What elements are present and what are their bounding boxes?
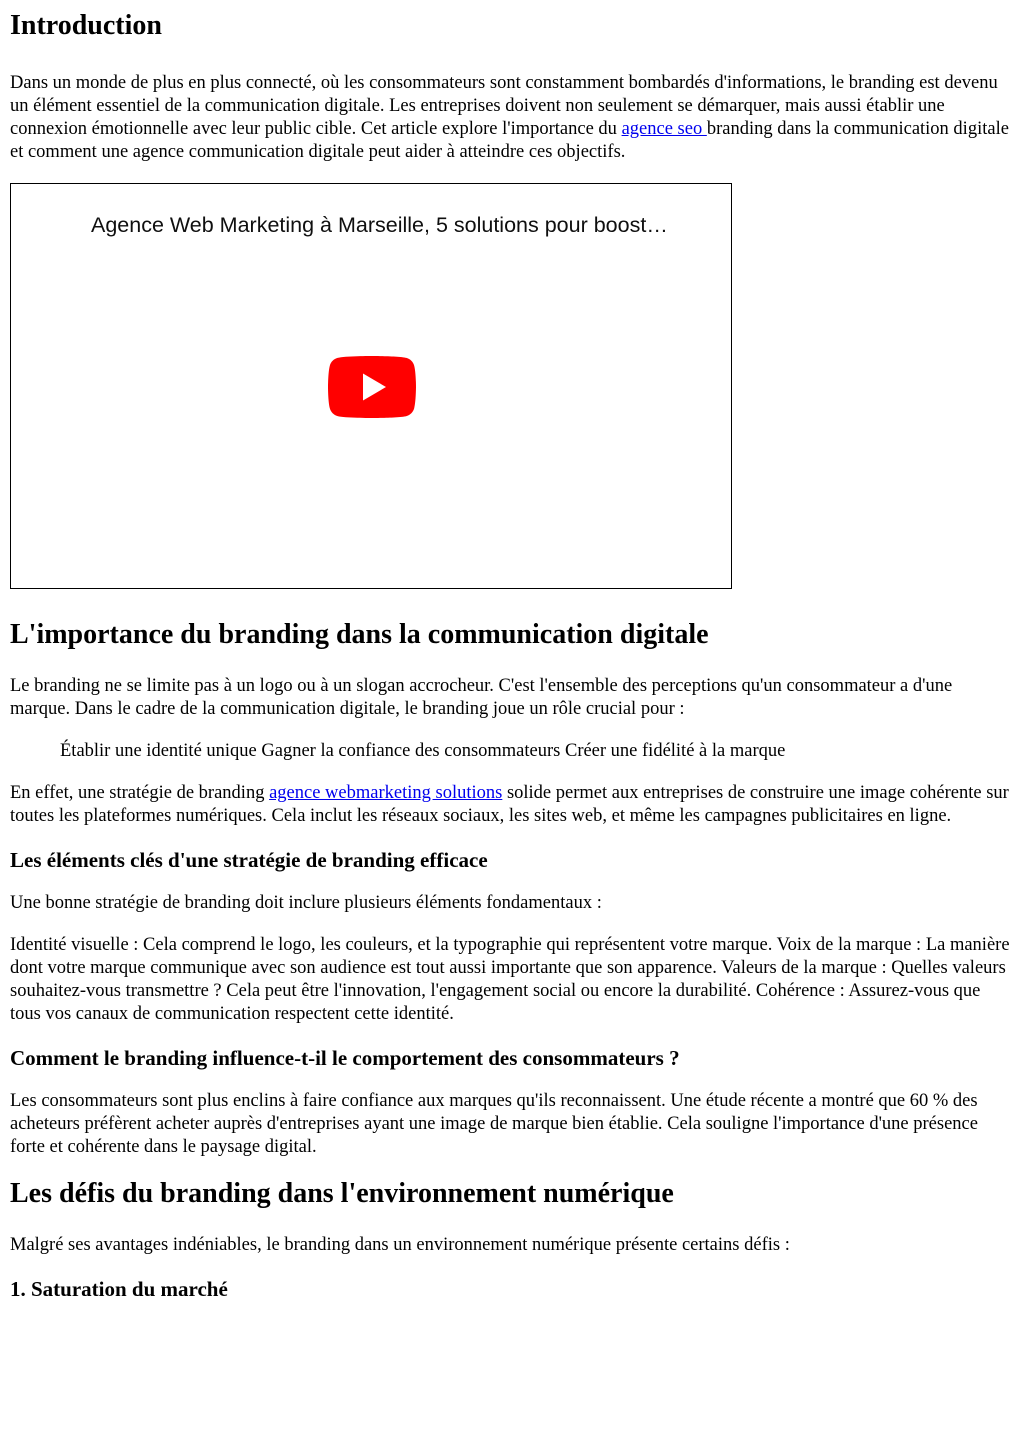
intro-paragraph: [10, 72, 1014, 164]
defis-subheading-1: 1. Saturation du marché: [10, 1277, 228, 1301]
agence-webmarketing-link[interactable]: agence webmarketing solutions: [269, 783, 503, 803]
importance-heading: L'importance du branding dans la communication digitale: [10, 619, 709, 650]
defis-paragraph: Malgré ses avantages indéniables, le branding dans un environnement numérique présente certains défis :: [10, 1235, 790, 1255]
defis-heading: Les défis du branding dans l'environnement numérique: [10, 1178, 674, 1209]
elements-paragraph-1: Une bonne stratégie de branding doit inclure plusieurs éléments fondamentaux :: [10, 893, 602, 913]
article: [0, 10, 1024, 1302]
importance-list-line: Établir une identité unique Gagner la confiance des consommateurs Créer une fidélité à la marque: [60, 741, 786, 761]
intro-text-before-link: Dans un monde de plus en plus connecté, où les consommateurs sont constamment bombardés d'informations, le branding est devenu un élément essentiel de la communication digitale. Les entreprises doivent non seulement se démarquer, mais aussi établir une connexion émotionnelle avec leur public cible. Cet article explore l'importance du: [10, 73, 998, 139]
influence-paragraph: Les consommateurs sont plus enclins à faire confiance aux marques qu'ils reconnaissent. Une étude récente a montré que 60 % des acheteurs préfèrent acheter auprès d'entreprises ayant une image de marque bien établie. Cela souligne l'importance d'une présence forte et cohérente dans le paysage digital.: [10, 1091, 978, 1157]
importance-text-after-link: solide permet aux entreprises de construire une image cohérente sur toutes les plateformes numériques. Cela inclut les réseaux sociaux, les sites web, et même les campagnes publicitaires en ligne.: [10, 783, 1009, 826]
intro-heading: Introduction: [10, 10, 162, 41]
agence-seo-link[interactable]: agence seo: [621, 119, 707, 139]
importance-paragraph-1: Le branding ne se limite pas à un logo ou à un slogan accrocheur. C'est l'ensemble des perceptions qu'un consommateur a d'une marque. Dans le cadre de la communication digitale, le branding joue un rôle crucial pour :: [10, 676, 953, 719]
video-title[interactable]: Agence Web Marketing à Marseille, 5 solutions pour boost…: [91, 213, 668, 237]
influence-heading: Comment le branding influence-t-il le comportement des consommateurs ?: [10, 1046, 680, 1070]
intro-text-after-link: branding dans la communication digitale et comment une agence communication digitale peut aider à atteindre ces objectifs.: [10, 119, 1009, 162]
importance-paragraph-2: [10, 782, 1014, 828]
elements-paragraph-2: Identité visuelle : Cela comprend le logo, les couleurs, et la typographie qui représentent votre marque. Voix de la marque : La manière dont votre marque communique avec son audience est tout aussi importante que son apparence. Valeurs de la marque : Quelles valeurs souhaitez-vous transmettre ? Cela peut être l'innovation, l'engagement social ou encore la durabilité. Cohérence : Assurez-vous que tous vos canaux de communication respectent cette identité.: [10, 935, 1010, 1024]
youtube-play-icon[interactable]: [328, 356, 416, 418]
youtube-video-embed[interactable]: [10, 183, 732, 589]
importance-text-before-link: En effet, une stratégie de branding: [10, 783, 270, 803]
elements-heading: Les éléments clés d'une stratégie de branding efficace: [10, 848, 488, 872]
